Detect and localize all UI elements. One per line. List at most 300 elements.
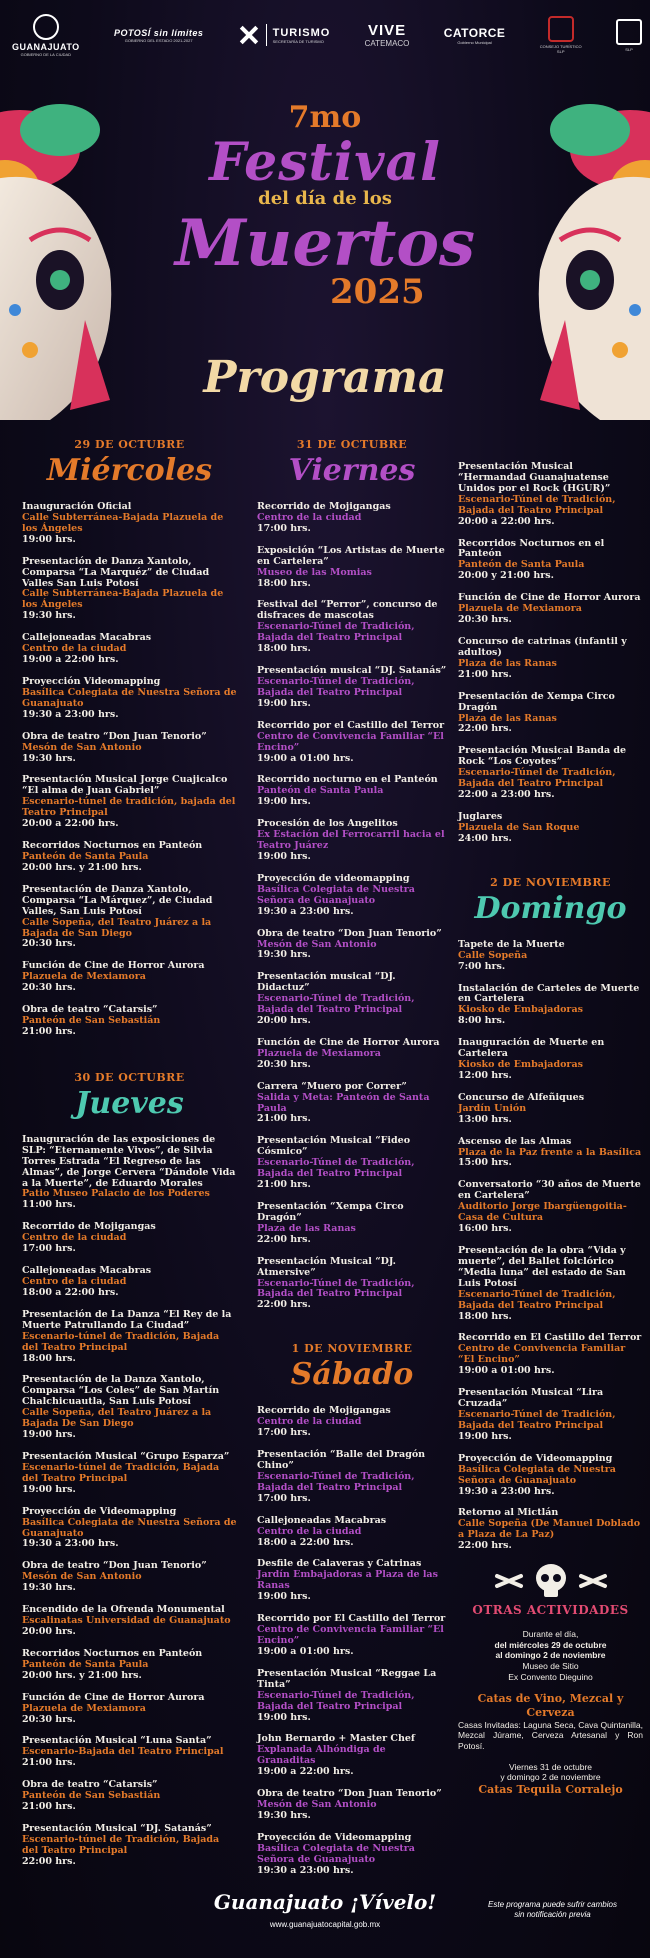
event-time: 19:30 a 23:00 hrs. xyxy=(22,1538,119,1550)
consejo-turistico-logo: CONSEJO TURÍSTICO SLP xyxy=(540,16,582,54)
event-place: Plaza de las Ranas xyxy=(458,657,557,669)
event-name: Presentación de Danza Xantolo, Comparsa “La Marquéz” de Ciudad Valles San Luis Potosí xyxy=(22,555,210,589)
event-time: 18:00 hrs. xyxy=(257,577,311,589)
event-place: Panteón de San Sebastián xyxy=(22,1790,161,1802)
footer-url[interactable]: www.guanajuatocapital.gob.mx xyxy=(269,1920,381,1929)
event-item xyxy=(22,1693,237,1726)
event-time: 12:00 hrs. xyxy=(458,1069,512,1081)
event-place: Mesón de San Antonio xyxy=(22,741,142,753)
event-name: Procesión de los Angelitos xyxy=(257,818,398,830)
event-place: Basílica Colegiata de Nuestra Señora de Guanajuato xyxy=(257,883,415,906)
event-place: Panteón de San Sebastián xyxy=(22,1015,161,1027)
event-time: 21:00 hrs. xyxy=(22,1025,76,1037)
event-name: Ascenso de las Almas xyxy=(458,1135,572,1147)
day-date: 29 DE OCTUBRE xyxy=(74,438,185,451)
event-name: Festival del “Perror”, concurso de disfraces de mascotas xyxy=(257,599,438,622)
event-list xyxy=(22,502,237,1038)
event-time: 19:00 a 01:00 hrs. xyxy=(257,752,354,764)
otras-line: del miércoles 29 de octubre xyxy=(494,1639,607,1650)
event-name: Concurso de Alfeñiques xyxy=(458,1091,585,1103)
event-item xyxy=(458,692,643,736)
event-item xyxy=(22,732,237,765)
crest-icon xyxy=(33,14,59,40)
turismo-logo: TURISMO SECRETARÍA DE TURISMO xyxy=(238,24,331,46)
event-item xyxy=(458,1180,643,1235)
event-place: Escenario-Túnel de Tradición, Bajada del Teatro Principal xyxy=(458,1409,616,1431)
event-time: 19:00 a 01:00 hrs. xyxy=(458,1365,555,1377)
event-name: Proyección de Videomapping xyxy=(257,1831,412,1843)
event-time: 19:00 hrs. xyxy=(22,533,76,545)
event-list xyxy=(458,940,643,1552)
event-time: 19:00 a 22:00 hrs. xyxy=(257,1766,354,1778)
event-item xyxy=(257,1789,447,1822)
event-name: Presentación de Danza Xantolo, Comparsa “La Márquez”, de Ciudad Valles, San Luis Potosí xyxy=(22,883,213,917)
footer-brand: Guanajuato ¡Vívelo! xyxy=(213,1890,437,1914)
catorce-logo: CATORCE Gobierno Municipal xyxy=(443,25,506,45)
event-time: 20:00 hrs. xyxy=(22,1625,76,1637)
event-time: 19:00 hrs. xyxy=(257,850,311,862)
event-place: Auditorio Jorge Ibargüengoitia-Casa de Cultura xyxy=(458,1201,627,1224)
event-item xyxy=(458,940,643,973)
event-item xyxy=(22,677,237,721)
event-place: Escenario-Bajada del Teatro Principal xyxy=(22,1746,224,1758)
otras-line: Ex Convento Dieguino xyxy=(508,1671,593,1682)
event-name: Inauguración Oficial xyxy=(22,501,132,512)
event-place: Panteón de Santa Paula xyxy=(458,559,585,571)
event-place: Plazuela de Mexiamora xyxy=(22,971,146,983)
event-place: Escenario-Túnel de Tradición, Bajada del Teatro Principal xyxy=(257,993,415,1016)
event-name: Proyección de Videomapping xyxy=(458,1452,613,1464)
event-place: Escenario-Túnel de Tradición, Bajada del Teatro Principal xyxy=(257,1157,415,1180)
day-name: Domingo xyxy=(474,890,627,926)
day-date: 2 DE NOVIEMBRE xyxy=(490,875,611,889)
day-name: Viernes xyxy=(288,453,416,488)
event-place: Escenario-Túnel de Tradición, Bajada del Teatro Principal xyxy=(458,493,616,516)
event-time: 19:00 a 01:00 hrs. xyxy=(257,1645,354,1657)
event-name: Conversatorio “30 años de Muerte en Cartelera” xyxy=(458,1179,641,1202)
guanajuato-logo: GUANAJUATO GOBIERNO DE LA CIUDAD xyxy=(12,14,80,57)
event-item xyxy=(458,746,643,801)
event-place: Escalinatas Universidad de Guanajuato xyxy=(22,1615,231,1627)
otras-line: al domingo 2 de noviembre xyxy=(495,1650,606,1661)
event-name: Obra de teatro “Don Juan Tenorio” xyxy=(257,1788,442,1800)
event-time: 19:30 hrs. xyxy=(257,949,311,961)
event-item xyxy=(22,961,237,994)
event-name: Recorrido de Mojigangas xyxy=(22,1221,156,1233)
event-time: 20:30 hrs. xyxy=(22,982,76,994)
event-name: Carrera “Muero por Correr” xyxy=(257,1080,407,1092)
event-item xyxy=(257,929,447,962)
event-time: 19:00 hrs. xyxy=(22,1429,76,1441)
event-name: Función de Cine de Horror Aurora xyxy=(22,960,205,972)
event-place: Plazuela de Mexiamora xyxy=(257,1047,381,1059)
event-name: Presentación de la Danza Xantolo, Comparsa “Los Coles” de San Martín Chalchicuautla, San Luis Potosí xyxy=(22,1374,220,1408)
event-time: 17:00 hrs. xyxy=(257,1427,311,1439)
event-time: 20:30 hrs. xyxy=(22,1713,76,1725)
event-place: Panteón de Santa Paula xyxy=(22,1658,149,1670)
event-item xyxy=(22,633,237,666)
event-name: Tapete de la Muerte xyxy=(458,938,565,950)
event-name: Juglares xyxy=(458,810,503,822)
event-place: Escenario-túnel de Tradición, Bajada del Teatro Principal xyxy=(22,1833,220,1856)
otras-description: Casas Invitadas: Laguna Seca, Cava Quintanilla, Mezcal Júrame, Cerveza Artesanal y Ron Potosí. xyxy=(458,1719,643,1752)
event-time: 22:00 hrs. xyxy=(458,1540,512,1552)
event-name: Obra de teatro “Don Juan Tenorio” xyxy=(22,730,207,742)
event-name: Presentación de La Danza “El Rey de la Muerte Patrullando La Ciudad” xyxy=(22,1308,232,1331)
event-name: Callejoneadas Macabras xyxy=(22,632,152,644)
event-name: Recorrido en El Castillo del Terror xyxy=(458,1332,642,1344)
event-item xyxy=(257,1669,447,1724)
event-time: 18:00 hrs. xyxy=(257,643,311,655)
event-item xyxy=(458,1454,643,1498)
event-name: Inauguración de Muerte en Cartelera xyxy=(458,1037,605,1060)
event-time: 19:00 hrs. xyxy=(257,697,311,709)
event-name: Recorridos Nocturnos en Panteón xyxy=(22,840,203,852)
event-name: Presentación Musical “Hermandad Guanajuatense Unidos por el Rock (HGUR)” xyxy=(458,461,611,494)
event-time: 22:00 hrs. xyxy=(257,1299,311,1311)
event-item xyxy=(458,593,643,626)
event-name: Función de Cine de Horror Aurora xyxy=(22,1691,205,1703)
event-place: Escenario-Túnel de Tradición, Bajada del Teatro Principal xyxy=(257,621,415,644)
event-name: Presentación “Balle del Dragón Chino” xyxy=(257,1449,426,1471)
event-item xyxy=(257,1734,447,1778)
festival-title: Festival xyxy=(209,132,441,193)
event-item xyxy=(458,1093,643,1126)
event-item xyxy=(22,1222,237,1255)
event-list xyxy=(22,1135,237,1868)
event-place: Centro de la ciudad xyxy=(22,643,127,655)
event-item xyxy=(22,1266,237,1299)
event-time: 20:00 y 21:00 hrs. xyxy=(458,570,554,582)
event-name: Concurso de catrinas (infantil y adultos) xyxy=(458,635,627,658)
event-name: Obra de teatro “Don Juan Tenorio” xyxy=(22,1560,207,1572)
event-name: Presentación de la obra “Vida y muerte”, del Ballet folclórico “Media luna” del estado de San Luis Potosí xyxy=(458,1245,626,1289)
event-name: Presentación Musical “DJ. Satanás” xyxy=(22,1822,212,1834)
event-name: Proyección de Videomapping xyxy=(22,1505,177,1517)
edition-label: 7mo xyxy=(288,100,362,135)
event-item xyxy=(22,557,237,623)
event-time: 20:30 hrs. xyxy=(257,1058,311,1070)
event-item xyxy=(458,812,643,845)
event-name: Recorridos Nocturnos en el Panteón xyxy=(458,537,605,560)
event-item xyxy=(22,1605,237,1638)
event-time: 20:00 hrs. y 21:00 hrs. xyxy=(22,861,142,873)
event-place: Centro de la ciudad xyxy=(257,1416,362,1428)
event-item xyxy=(22,885,237,951)
event-item xyxy=(458,1333,643,1377)
event-item xyxy=(22,1310,237,1365)
vive-catemaco-logo: VIVE CATEMACO xyxy=(364,22,410,48)
event-place: Plazuela de Mexiamora xyxy=(458,603,582,615)
event-time: 18:00 hrs. xyxy=(22,1352,76,1364)
event-time: 20:00 a 22:00 hrs. xyxy=(458,515,555,527)
footer-note: Este programa puede sufrir cambios sin notificación previa xyxy=(488,1900,617,1920)
year-label: 2025 xyxy=(330,272,425,312)
event-time: 20:30 hrs. xyxy=(458,614,512,626)
event-name: Retorno al Mictlán xyxy=(458,1507,559,1519)
event-item xyxy=(257,775,447,808)
event-place: Basílica Colegiata de Nuestra Señora de Guanajuato xyxy=(458,1463,616,1486)
event-place: Panteón de Santa Paula xyxy=(22,850,149,862)
event-name: Presentación Musical “Fideo Cósmico” xyxy=(257,1135,411,1158)
otras-line: Museo de Sitio xyxy=(522,1661,579,1672)
event-time: 19:30 hrs. xyxy=(22,610,76,622)
event-place: Calle Sopeña, del Teatro Juárez a la Bajada de San Diego xyxy=(22,916,212,939)
event-place: Escenario-túnel de Tradición, Bajada del Teatro Principal xyxy=(22,1330,220,1353)
event-place: Plazuela de San Roque xyxy=(458,821,580,833)
event-place: Centro de Convivencia Familiar “El Encino” xyxy=(257,730,444,753)
day-name: Jueves xyxy=(75,1085,184,1121)
event-name: Presentación de Xempa Circo Dragón xyxy=(458,690,615,713)
turismo-icon xyxy=(238,24,260,46)
event-place: Plaza de las Ranas xyxy=(458,712,557,724)
event-place: Mesón de San Antonio xyxy=(257,938,377,950)
event-item xyxy=(257,874,447,918)
event-item xyxy=(257,1406,447,1439)
day-name: Sábado xyxy=(290,1357,414,1393)
event-item xyxy=(257,1559,447,1603)
event-item xyxy=(257,1038,447,1071)
sponsor-logos xyxy=(12,10,642,60)
event-time: 22:00 hrs. xyxy=(257,1233,311,1245)
event-name: John Bernardo + Master Chef xyxy=(257,1733,416,1745)
event-time: 21:00 hrs. xyxy=(22,1801,76,1813)
event-place: Mesón de San Antonio xyxy=(22,1571,142,1583)
event-place: Escenario-Túnel de Tradición, Bajada del Teatro Principal xyxy=(257,1277,415,1300)
event-item xyxy=(22,502,237,546)
event-item xyxy=(257,546,447,590)
day-name: Miércoles xyxy=(46,453,213,488)
event-time: 19:00 hrs. xyxy=(458,1430,512,1442)
event-item xyxy=(257,1516,447,1549)
event-place: Escenario-Túnel de Tradición, Bajada del Teatro Principal xyxy=(257,1470,415,1493)
event-place: Plaza de las Ranas xyxy=(257,1222,356,1234)
event-item xyxy=(257,600,447,655)
event-name: Instalación de Carteles de Muerte en Cartelera xyxy=(458,982,640,1005)
event-name: Recorrido nocturno en el Panteón xyxy=(257,774,438,786)
event-place: Explanada Alhóndiga de Granaditas xyxy=(257,1744,386,1767)
slp-logo: SLP xyxy=(616,19,642,52)
event-item xyxy=(458,1508,643,1552)
event-item xyxy=(458,1038,643,1082)
event-list xyxy=(458,462,643,845)
day-date: 30 DE OCTUBRE xyxy=(74,1070,185,1084)
event-place: Kiosko de Embajadoras xyxy=(458,1059,583,1071)
event-time: 19:30 a 23:00 hrs. xyxy=(257,1864,354,1876)
event-time: 19:00 a 22:00 hrs. xyxy=(22,654,119,666)
event-place: Escenario-túnel de tradición, bajada del Teatro Principal xyxy=(22,796,236,819)
event-time: 19:30 hrs. xyxy=(22,752,76,764)
event-time: 19:00 hrs. xyxy=(22,1483,76,1495)
event-item xyxy=(22,1507,237,1551)
event-name: Presentación musical “DJ. Didactuz” xyxy=(257,971,396,994)
event-item xyxy=(22,1780,237,1813)
event-item xyxy=(257,1450,447,1505)
event-place: Salida y Meta: Panteón de Santa Paula xyxy=(257,1091,430,1114)
event-time: 21:00 hrs. xyxy=(257,1179,311,1191)
event-place: Calle Subterránea-Bajada Plazuela de los Ángeles xyxy=(22,588,224,611)
potosi-logo: POTOSÍ sin límites GOBIERNO DEL ESTADO 2021-2027 xyxy=(113,27,204,43)
event-item xyxy=(22,775,237,830)
event-place: Escenario-Túnel de Tradición, Bajada del Teatro Principal xyxy=(458,767,616,790)
event-item xyxy=(458,637,643,681)
event-name: Recorridos Nocturnos en Panteón xyxy=(22,1647,203,1659)
event-place: Escenario-Túnel de Tradición, Bajada del Teatro Principal xyxy=(458,1288,616,1311)
event-time: 19:30 a 23:00 hrs. xyxy=(22,708,119,720)
event-item xyxy=(257,972,447,1027)
event-time: 17:00 hrs. xyxy=(257,522,311,534)
event-item xyxy=(22,1005,237,1038)
event-item xyxy=(22,1824,237,1868)
event-place: Mesón de San Antonio xyxy=(257,1799,377,1811)
day-date: 1 DE NOVIEMBRE xyxy=(291,1342,413,1356)
event-time: 7:00 hrs. xyxy=(458,960,506,972)
event-name: Proyección Videomapping xyxy=(22,675,161,687)
event-place: Centro de la ciudad xyxy=(22,1276,127,1288)
event-time: 22:00 a 23:00 hrs. xyxy=(458,789,555,801)
event-item xyxy=(22,1736,237,1769)
bone-icon xyxy=(578,1570,608,1592)
event-item xyxy=(458,462,643,528)
event-name: Presentación Musical “Lira Cruzada” xyxy=(458,1387,604,1410)
event-place: Plazuela de Mexiamora xyxy=(22,1702,146,1714)
event-item xyxy=(257,819,447,863)
event-name: Obra de teatro “Catarsis” xyxy=(22,1004,158,1016)
event-time: 19:30 hrs. xyxy=(257,1809,311,1821)
event-time: 18:00 hrs. xyxy=(458,1310,512,1322)
event-place: Escenario-Túnel de Tradición, Bajada del Teatro Principal xyxy=(257,1689,415,1712)
event-item xyxy=(257,1202,447,1246)
otras-line: y domingo 2 de noviembre xyxy=(500,1772,601,1783)
bone-icon xyxy=(494,1570,524,1592)
event-name: Presentación Musical “Luna Santa” xyxy=(22,1735,212,1747)
event-item xyxy=(257,1136,447,1191)
event-name: Recorrido por el Castillo del Terror xyxy=(257,719,445,731)
event-time: 22:00 hrs. xyxy=(458,723,512,735)
event-list xyxy=(257,502,447,1311)
event-place: Panteón de Santa Paula xyxy=(257,785,384,797)
event-name: Exposición “Los Artistas de Muerte en Cartelera” xyxy=(257,544,445,567)
event-time: 20:00 hrs. y 21:00 hrs. xyxy=(22,1669,142,1681)
event-place: Centro de Convivencia Familiar “El Encino” xyxy=(257,1624,444,1646)
event-item xyxy=(458,1246,643,1322)
event-item xyxy=(22,1649,237,1682)
event-time: 8:00 hrs. xyxy=(458,1015,506,1027)
event-item xyxy=(257,1614,447,1658)
event-name: Presentación Musical “Grupo Esparza” xyxy=(22,1451,230,1462)
event-time: 17:00 hrs. xyxy=(257,1492,311,1504)
event-item xyxy=(22,841,237,874)
slp-icon xyxy=(616,19,642,45)
event-time: 20:00 a 22:00 hrs. xyxy=(22,818,119,830)
event-time: 20:30 hrs. xyxy=(22,938,76,950)
event-time: 22:00 hrs. xyxy=(22,1855,76,1867)
event-name: Inauguración de las exposiciones de SLP: “Eternamente Vivos”, de Silvia Torres Estrada “El Regreso de las Almas”, de Jorge Cervera “Dándole Vida a la Muerte”, de Eduardo Morales xyxy=(22,1133,236,1189)
skull-icon xyxy=(534,1563,568,1599)
event-time: 13:00 hrs. xyxy=(458,1113,512,1125)
event-item xyxy=(22,1561,237,1594)
muertos-title: Muertos xyxy=(174,206,476,281)
event-name: Callejoneadas Macabras xyxy=(22,1265,152,1277)
event-place: Plaza de la Paz frente a la Basílica xyxy=(458,1146,642,1158)
column-right xyxy=(458,462,643,1797)
event-place: Calle Subterránea-Bajada Plazuela de los Ángeles xyxy=(22,511,224,534)
event-item xyxy=(22,1452,237,1496)
event-time: 18:00 a 22:00 hrs. xyxy=(257,1536,354,1548)
event-name: Función de Cine de Horror Aurora xyxy=(458,592,641,604)
event-item xyxy=(257,502,447,535)
otras-highlight: Catas de Vino, Mezcal y Cerveza xyxy=(477,1692,624,1720)
event-item xyxy=(257,721,447,765)
event-item xyxy=(22,1375,237,1441)
event-place: Escenario-túnel de Tradición, Bajada del Teatro Principal xyxy=(22,1461,220,1484)
event-place: Centro de Convivencia Familiar “El Encino” xyxy=(458,1343,626,1366)
event-name: Presentación Musical “Reggae La Tinta” xyxy=(257,1667,437,1690)
event-item xyxy=(257,1257,447,1312)
event-place: Basílica Colegiata de Nuestra Señora de Guanajuato xyxy=(22,686,237,709)
event-item xyxy=(257,1082,447,1126)
event-item xyxy=(257,666,447,710)
event-place: Basílica Colegiata de Nuestra Señora de Guanajuato xyxy=(257,1842,415,1865)
event-name: Presentación “Xempa Circo Dragón” xyxy=(257,1201,404,1223)
event-time: 19:00 hrs. xyxy=(257,796,311,808)
event-name: Obra de teatro “Don Juan Tenorio” xyxy=(257,927,442,939)
event-name: Presentación musical “DJ. Satanás” xyxy=(257,665,447,677)
event-name: Recorrido por El Castillo del Terror xyxy=(257,1613,446,1625)
event-time: 24:00 hrs. xyxy=(458,832,512,844)
event-name: Función de Cine de Horror Aurora xyxy=(257,1036,440,1048)
day-date: 31 DE OCTUBRE xyxy=(296,438,408,451)
event-name: Recorrido de Mojigangas xyxy=(257,1405,391,1417)
event-item xyxy=(22,1135,237,1211)
event-time: 21:00 hrs. xyxy=(257,1113,311,1125)
event-place: Museo de las Momias xyxy=(257,566,372,578)
event-time: 19:30 hrs. xyxy=(22,1582,76,1594)
event-item xyxy=(458,1137,643,1170)
event-name: Presentación Musical Banda de Rock “Los Coyotes” xyxy=(458,745,627,768)
event-name: Recorrido de Mojigangas xyxy=(257,501,391,512)
festival-subtitle: del día de los xyxy=(258,188,392,209)
event-list xyxy=(257,1406,447,1876)
column-left xyxy=(22,438,237,1879)
event-item xyxy=(257,1833,447,1877)
event-place: Jardín Unión xyxy=(458,1102,527,1114)
event-name: Desfile de Calaveras y Catrinas xyxy=(257,1558,422,1570)
event-name: Presentación Musical “DJ. Atmersive” xyxy=(257,1255,396,1278)
event-place: Calle Sopeña, del Teatro Juárez a la Bajada De San Diego xyxy=(22,1407,212,1430)
event-time: 21:00 hrs. xyxy=(22,1757,76,1769)
event-item xyxy=(458,984,643,1028)
otras-highlight: Catas Tequila Corralejo xyxy=(478,1782,623,1796)
event-item xyxy=(458,539,643,583)
event-time: 11:00 hrs. xyxy=(22,1199,76,1211)
otras-title: OTRAS ACTIVIDADES xyxy=(472,1603,629,1618)
programa-heading: Programa xyxy=(203,352,447,403)
skulls-decoration xyxy=(458,1563,643,1599)
event-name: Obra de teatro “Catarsis” xyxy=(22,1779,158,1791)
event-time: 17:00 hrs. xyxy=(22,1243,76,1255)
event-place: Calle Sopeña (De Manuel Doblado a Plaza de La Paz) xyxy=(458,1518,641,1541)
consejo-icon xyxy=(548,16,574,42)
event-place: Centro de la ciudad xyxy=(22,1232,127,1244)
event-time: 19:00 hrs. xyxy=(257,1591,311,1603)
event-name: Presentación Musical Jorge Cuajicalco “El alma de Juan Gabriel” xyxy=(22,774,228,797)
event-name: Proyección de videomapping xyxy=(257,872,410,884)
event-time: 19:30 a 23:00 hrs. xyxy=(257,905,354,917)
event-name: Callejoneadas Macabras xyxy=(257,1514,387,1526)
otras-line: Durante el día, xyxy=(522,1629,579,1640)
event-place: Patio Museo Palacio de los Poderes xyxy=(22,1188,210,1200)
